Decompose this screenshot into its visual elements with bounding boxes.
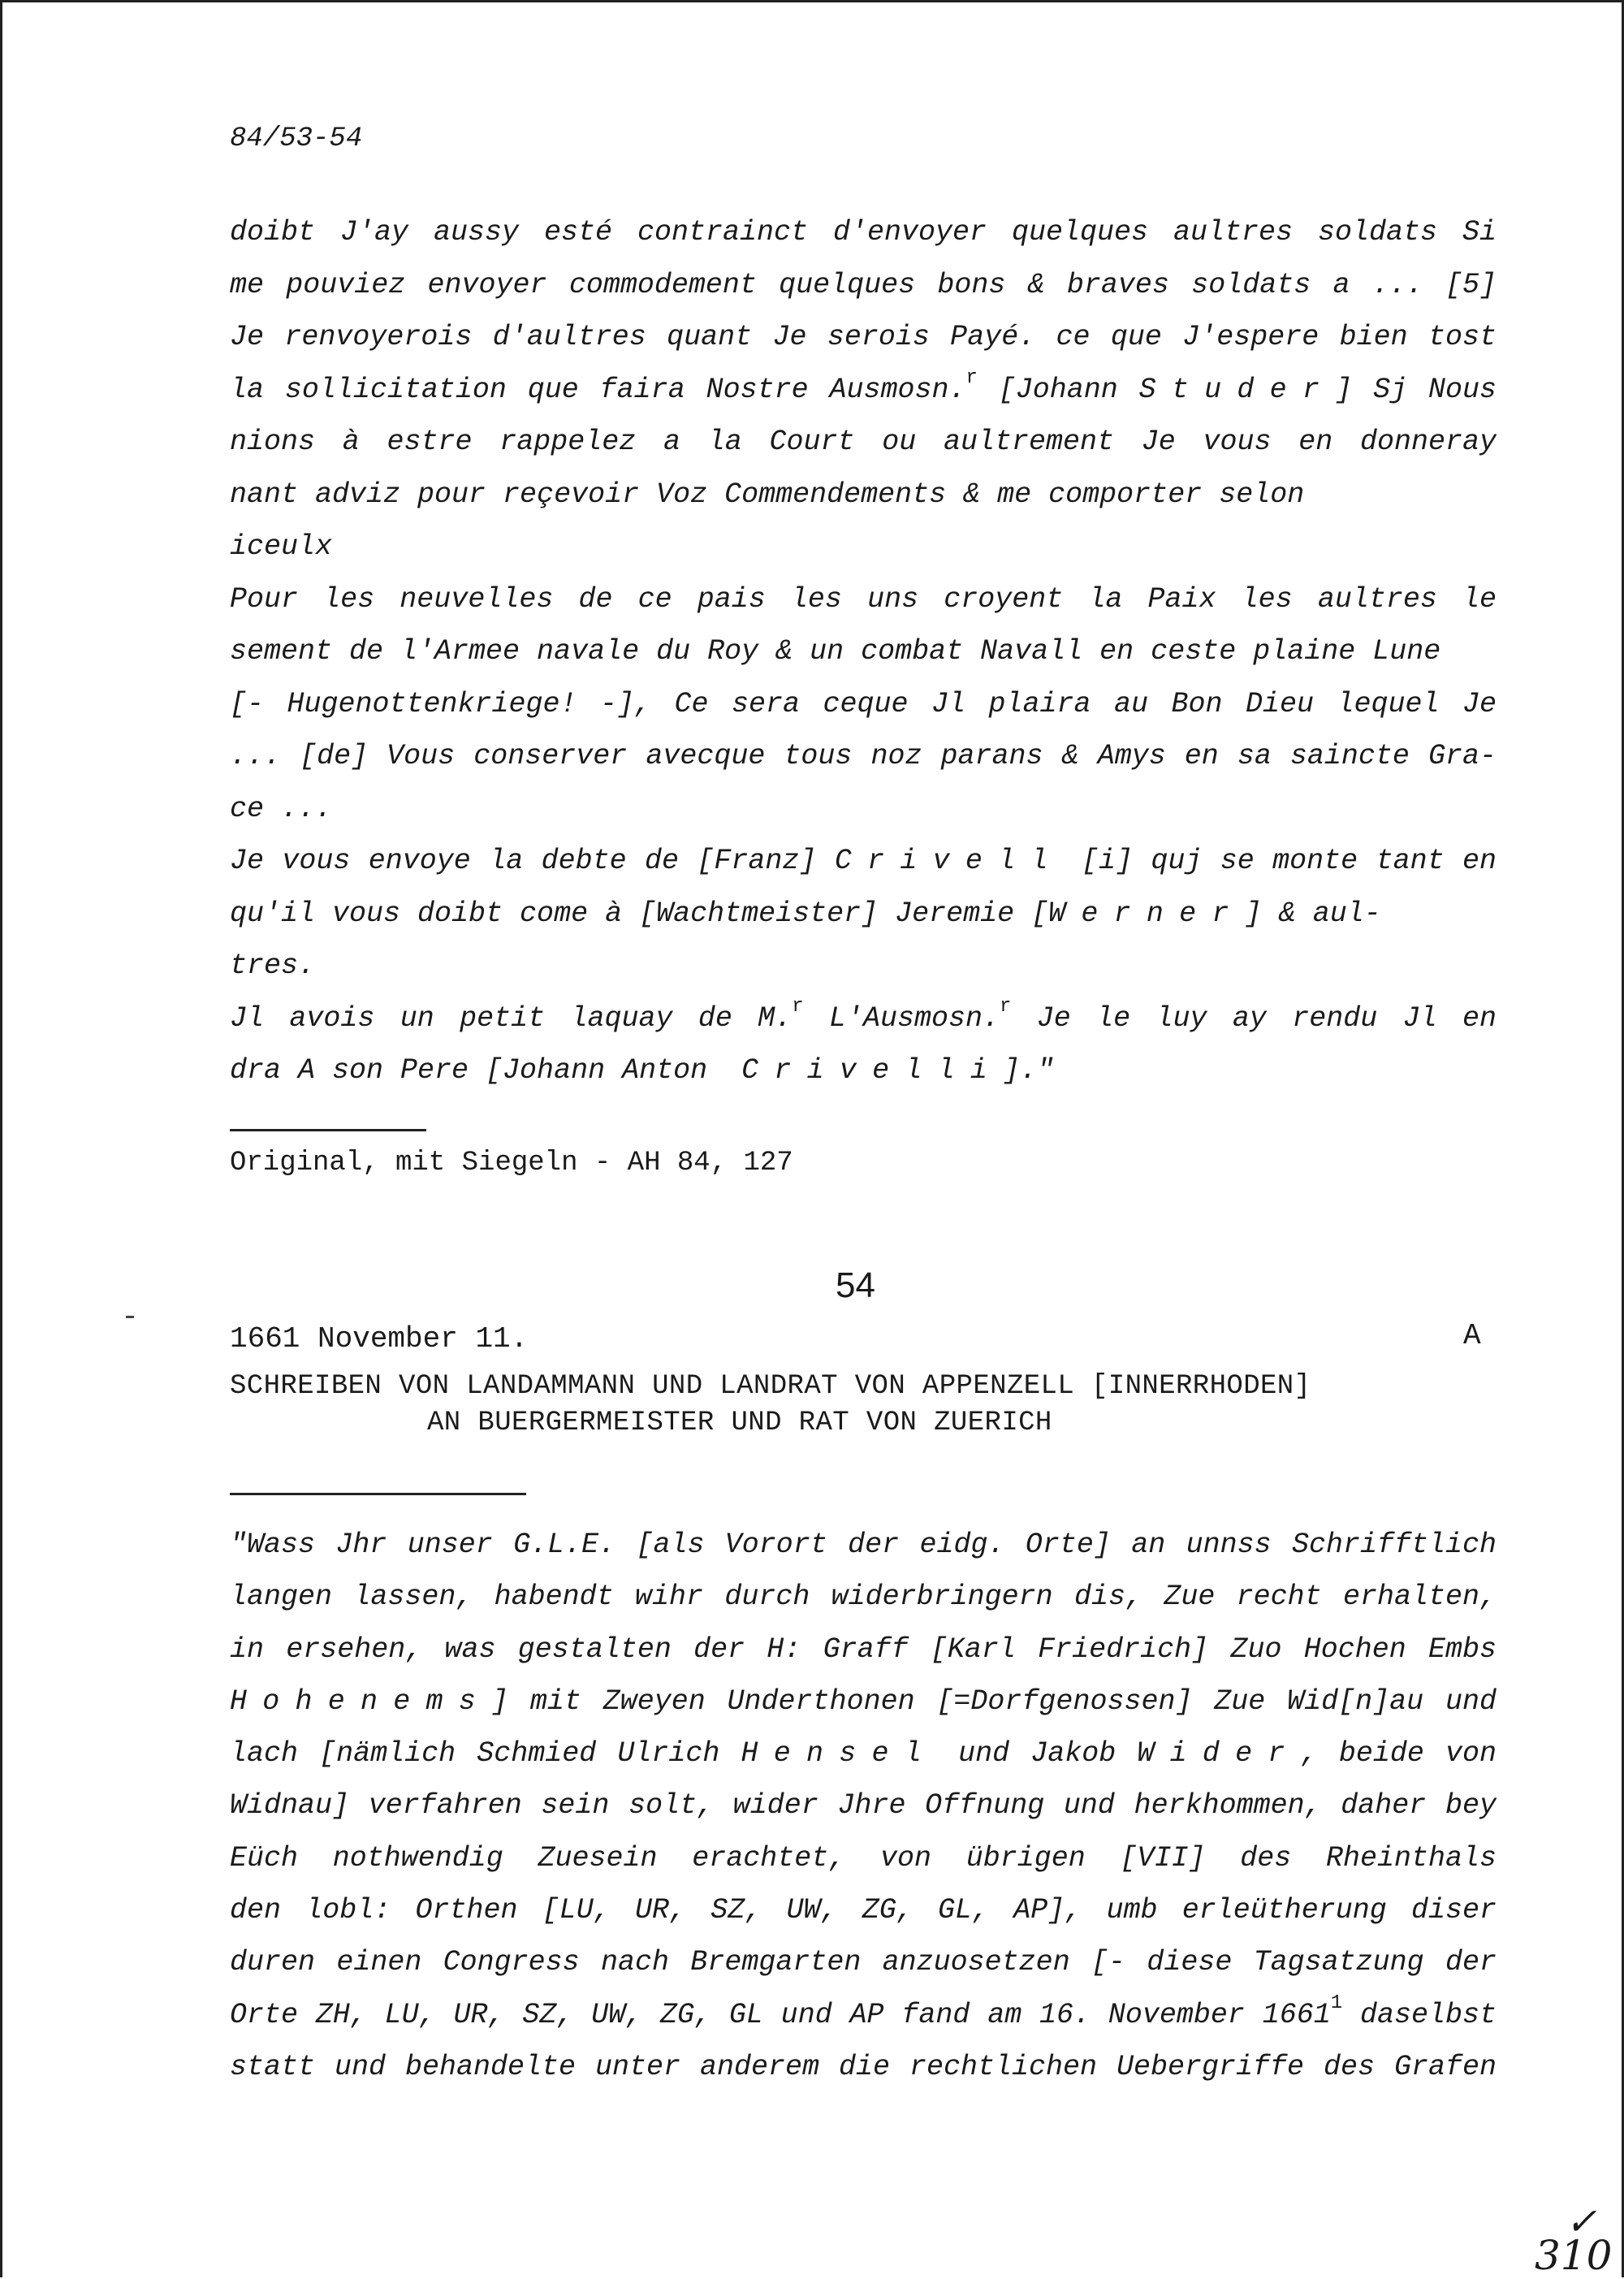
text-segment: Jl avois un petit laquay de M. (230, 1001, 793, 1035)
text-line: Eüch nothwendig Zuesein erachtet, von übrigen [VII] des Rheinthals (230, 1841, 1497, 1875)
text-line: duren einen Congress nach Bremgarten anzuosetzen [- diese Tagsatzung der (230, 1946, 1497, 1979)
text-segment: L'Ausmosn. (828, 1001, 1000, 1035)
text-line: ce ... (230, 792, 333, 825)
text-segment: daselbst (1359, 1998, 1497, 2031)
text-segment: ]." (1003, 1054, 1055, 1087)
text-segment: Je le luy ay rendu Jl en (1036, 1001, 1497, 1035)
page-edge-left (0, 0, 2, 2277)
text-segment: ] mit Zweyen Underthonen [=Dorfgenossen] Zue Wid[n]au und (491, 1684, 1497, 1718)
text-line: iceulx (230, 530, 333, 563)
text-line: doibt J'ay aussy esté contrainct d'envoyer quelques aultres soldats Si (230, 216, 1497, 249)
text-line (230, 364, 1497, 417)
handwritten-check-mark: ✓ (1566, 2199, 1597, 2243)
text-segment: Orte ZH, LU, UR, SZ, UW, ZG, GL und AP fand am 16. November 1661 (230, 1998, 1331, 2031)
text-segment: lach [nämlich Schmied Ulrich (230, 1737, 720, 1771)
text-line: den lobl: Orthen [LU, UR, SZ, UW, ZG, GL, AP], umb erleütherung diser (230, 1894, 1497, 1927)
superscript: r (965, 366, 978, 389)
text-segment: und Jakob (958, 1737, 1116, 1771)
text-line (230, 888, 1497, 941)
document-title: SCHREIBEN VON LANDAMMANN UND LANDRAT VON APPENZELL [INNERRHODEN] (230, 1371, 1311, 1402)
text-line: "Wass Jhr unser G.L.E. [als Vorort der eidg. Orte] an unnss Schrifftlich (230, 1529, 1497, 1561)
spaced-name: Crivell (834, 845, 1064, 877)
text-segment: dra A son Pere [Johann Anton (230, 1054, 708, 1087)
text-line: nions à estre rappelez a la Court ou aultrement Je vous en donneray (230, 426, 1497, 458)
text-line: Je renvoyerois d'aultres quant Je serois Payé. ce que J'espere bien tost (230, 321, 1497, 353)
text-segment: ] & aul- (1244, 897, 1381, 930)
text-line: in ersehen, was gestalten der H: Graff [Karl Friedrich] Zuo Hochen Embs (230, 1632, 1497, 1666)
document-body-text (230, 1519, 1497, 2093)
text-line: nant adviz pour reçevoir Voz Commendements & me comporter selon (230, 478, 1305, 511)
spaced-name: Crivelli (741, 1054, 1004, 1087)
spaced-name: Studer (1138, 373, 1336, 406)
spaced-name: Werner (1048, 897, 1245, 930)
text-line: sement de l'Armee navale du Roy & un combat Navall en ceste plaine Lune (230, 635, 1441, 668)
text-line: Widnau] verfahren sein solt, wider Jhre Offnung und herkhommen, daher bey (230, 1789, 1497, 1823)
source-note: Original, mit Siegeln - AH 84, 127 (230, 1148, 793, 1178)
text-segment: Je vous envoye la debte de [Franz] (230, 845, 817, 877)
text-line: Pour les neuvelles de ce pais les uns croyent la Paix les aultres le (230, 582, 1497, 616)
spaced-name: Hohenems (230, 1684, 492, 1718)
text-line (230, 1044, 1497, 1097)
text-segment: la sollicitation que faira Nostre Ausmosn. (230, 373, 966, 406)
text-line (230, 1989, 1497, 2041)
page-edge-top (0, 0, 1624, 2)
text-line: me pouviez envoyer commodement quelques bons & braves soldats a ... [5] (230, 268, 1497, 301)
superscript: r (1000, 995, 1012, 1018)
quoted-letter-text (230, 206, 1497, 1097)
document-reference: 84/53-54 (230, 123, 363, 154)
spaced-name: Hensel (741, 1737, 938, 1771)
handwritten-page-number: 310 (1535, 2232, 1613, 2279)
superscript: r (792, 995, 804, 1018)
text-segment: qu'il vous doibt come à [Wachtmeister] Jeremie [ (230, 897, 1049, 930)
document-number: 54 (836, 1265, 875, 1305)
document-title-continued: AN BUERGERMEISTER UND RAT VON ZUERICH (427, 1408, 1052, 1438)
text-line (230, 1676, 1497, 1728)
text-line: tres. (230, 949, 316, 982)
document-letter: A (1463, 1319, 1481, 1352)
spaced-name: Wider (1137, 1737, 1301, 1771)
document-date: 1661 November 11. (230, 1322, 529, 1356)
divider-rule (230, 1493, 526, 1495)
text-line (230, 1728, 1497, 1780)
text-segment: [i] quj se monte tant en (1081, 845, 1497, 877)
text-segment: [Johann (998, 373, 1118, 406)
text-line: [- Hugenottenkriege! -], Ce sera ceque Jl plaira au Bon Dieu lequel Je (230, 687, 1497, 720)
text-line: statt und behandelte unter anderem die rechtlichen Uebergriffe des Grafen (230, 2050, 1497, 2083)
divider-rule (230, 1129, 426, 1131)
footnote-marker: 1 (1330, 1991, 1343, 2014)
text-line: ... [de] Vous conserver avecque tous noz parans & Amys en sa saincte Gra- (230, 740, 1497, 772)
text-line: langen lassen, habendt wihr durch widerbringern dis, Zue recht erhalten, (230, 1581, 1497, 1614)
text-segment: ] Sj Nous (1335, 373, 1497, 406)
text-line (230, 835, 1497, 888)
text-line (230, 992, 1497, 1045)
text-segment: , beide von (1300, 1737, 1497, 1771)
margin-tick-mark (126, 1316, 134, 1318)
